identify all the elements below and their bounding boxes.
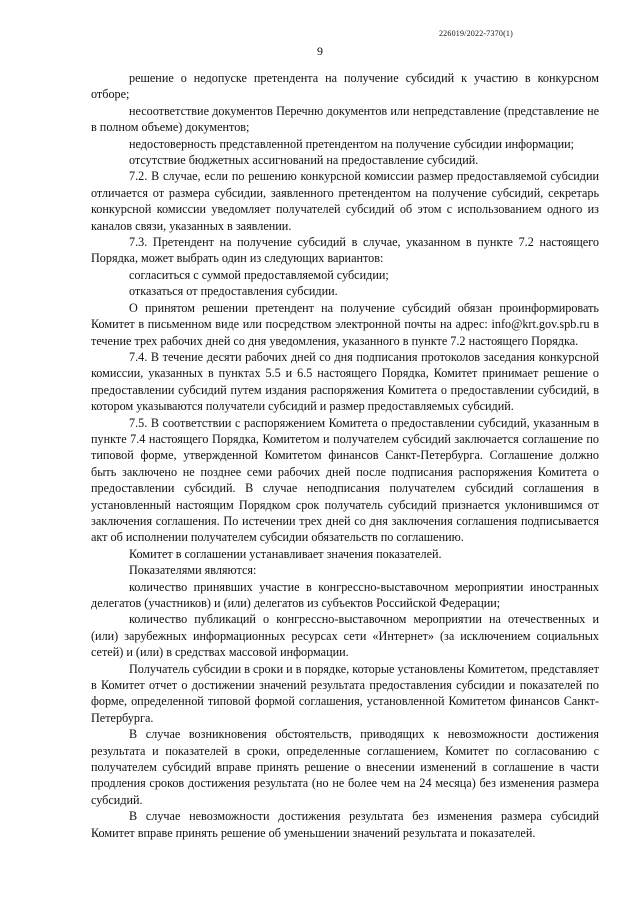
document-registration-number: 226019/2022-7370(1) (438, 29, 513, 38)
paragraph: Получатель субсидии в сроки и в порядке, которые установлены Комитетом, представляет в Комитет отчет о достижении значений результата предоставления субсидии и показателей по форме, определенной типовой формой соглашения, установленной Комитетом финансов Санкт-Петербурга. (91, 661, 599, 725)
paragraph-clause-7-3: 7.3. Претендент на получение субсидий в случае, указанном в пункте 7.2 настоящего Порядка, может выбрать один из следующих вариантов: (91, 235, 599, 266)
paragraph-clause-7-2: 7.2. В случае, если по решению конкурсной комиссии размер предоставляемой субсидии отличается от размера субсидии, заявленного претендентом на получение субсидий, секретарь конкурсной комиссии уведомляет получателей субсидий об этом с использованием одного из каналов связи, указанных в заявлении. (91, 169, 599, 233)
paragraph: В случае возникновения обстоятельств, приводящих к невозможности достижения результата и показателей в сроки, определенные соглашением, Комитет по согласованию с получателем субсидий вправе принять решение о внесении изменений в соглашение в части продления сроков достижения результата (но не более чем на 24 месяца) без изменения размера субсидий. (91, 727, 599, 807)
paragraph: Комитет в соглашении устанавливает значения показателей. (129, 546, 442, 561)
paragraph-clause-7-4: 7.4. В течение десяти рабочих дней со дня подписания протоколов заседания конкурсной комиссии, указанных в пунктах 5.5 и 6.5 настоящего Порядка, Комитет принимает решение о предоставлении субсидий путем издания распоряжения Комитета о предоставлении субсидий, в котором указываются получатели субсидий и размер предоставляемых субсидий. (91, 349, 599, 414)
paragraph: О принятом решении претендент на получение субсидий обязан проинформировать Комитет в письменном виде или посредством электронной почты на адрес: info@krt.gov.spb.ru в течение трех рабочих дней со дня уведомления, указанного в пункте 7.2 настоящего Порядка. (91, 300, 599, 348)
paragraph: недостоверность представленной претендентом на получение субсидии информации; (129, 136, 575, 151)
paragraph: количество принявших участие в конгрессно-выставочном мероприятии иностранных делегатов (участников) и (или) делегатов из субъектов Российской Федерации; (91, 579, 599, 610)
page-number: 9 (317, 44, 323, 58)
document-body (91, 70, 599, 841)
paragraph: отсутствие бюджетных ассигнований на предоставление субсидий. (129, 153, 479, 168)
paragraph: отказаться от предоставления субсидии. (129, 284, 338, 299)
paragraph-clause-7-5: 7.5. В соответствии с распоряжением Комитета о предоставлении субсидий, указанным в пункте 7.4 настоящего Порядка, Комитетом и получателем субсидий заключается соглашение по типовой форме, утвержденной Комитетом финансов Санкт-Петербурга. Соглашение должно быть заключено не позднее семи рабочих дней после подписания распоряжения Комитета о предоставлении субсидий. В случае неподписания получателем субсидий соглашения в установленный настоящим Порядком срок получатель субсидий признается уклонившимся от заключения соглашения. По истечении трех дней со дня заключения соглашения подписывается акт об исполнении получателем субсидии обязательств по соглашению. (91, 415, 599, 545)
paragraph: В случае невозможности достижения результата без изменения размера субсидий Комитет вправе принять решение об уменьшении значений результата и показателей. (91, 809, 599, 840)
paragraph: количество публикаций о конгрессно-выставочном мероприятии на отечественных и (или) зарубежных информационных ресурсах сети «Интернет» (за исключением социальных сетей) и (или) в средствах массовой информации. (91, 612, 599, 660)
paragraph: Показателями являются: (129, 563, 257, 578)
paragraph: согласиться с суммой предоставляемой субсидии; (129, 267, 389, 282)
paragraph: несоответствие документов Перечню документов или непредставление (представление не в полном объеме) документов; (91, 103, 599, 135)
paragraph: решение о недопуске претендента на получение субсидий к участию в конкурсном отборе; (91, 71, 599, 102)
